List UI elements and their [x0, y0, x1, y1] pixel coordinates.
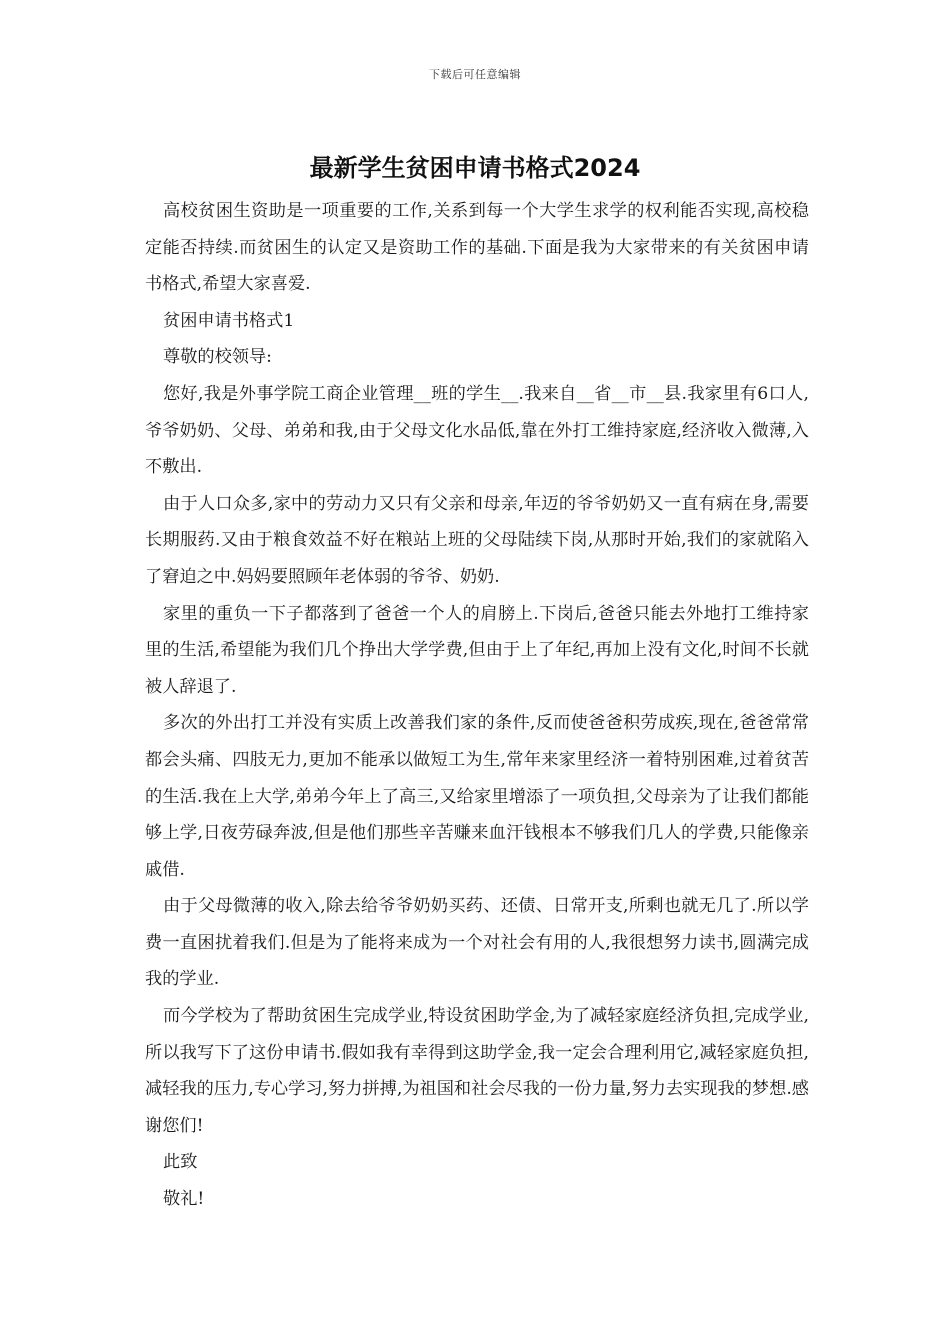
closing-line: 此致	[163, 1152, 198, 1173]
body-paragraph: 而今学校为了帮助贫困生完成学业,特设贫困助学金,为了减轻家庭经济负担,完成学业,所以我写下了这份申请书.假如我有幸得到这助学金,我一定会合理利用它,减轻家庭负担,减轻我的压力,专心学习,努力拼搏,为祖国和社会尽我的一份力量,努力去实现我的梦想.感谢您们!	[145, 1006, 809, 1136]
body-paragraph: 您好,我是外事学院工商企业管理__班的学生__.我来自__省__市__县.我家里有6口人,爷爷奶奶、父母、弟弟和我,由于父母文化水品低,靠在外打工维持家庭,经济收入微薄,入不敷出.	[145, 383, 809, 478]
salutation: 尊敬的校领导:	[163, 347, 272, 368]
body-paragraph: 家里的重负一下子都落到了爸爸一个人的肩膀上.下岗后,爸爸只能去外地打工维持家里的生活,希望能为我们几个挣出大学学费,但由于上了年纪,再加上没有文化,时间不长就被人辞退了.	[145, 603, 809, 697]
section-heading: 贫困申请书格式1	[163, 310, 295, 331]
document-title: 最新学生贫困申请书格式2024	[309, 154, 641, 182]
body-paragraph: 由于人口众多,家中的劳动力又只有父亲和母亲,年迈的爷爷奶奶又一直有病在身,需要长期服药.又由于粮食效益不好在粮站上班的父母陆续下岗,从那时开始,我们的家就陷入了窘迫之中.妈妈要照顾年老体弱的爷爷、奶奶.	[145, 493, 809, 587]
document-body	[145, 193, 809, 1218]
closing-greeting: 敬礼!	[163, 1189, 205, 1210]
intro-paragraph: 高校贫困生资助是一项重要的工作,关系到每一个大学生求学的权利能否实现,高校稳定能否持续.而贫困生的认定又是资助工作的基础.下面是我为大家带来的有关贫困申请书格式,希望大家喜爱.	[145, 201, 809, 295]
body-paragraph: 由于父母微薄的收入,除去给爷爷奶奶买药、还债、日常开支,所剩也就无几了.所以学费一直困扰着我们.但是为了能将来成为一个对社会有用的人,我很想努力读书,圆满完成我的学业.	[145, 896, 809, 990]
page-header: 下载后可任意编辑	[429, 68, 521, 81]
body-paragraph: 多次的外出打工并没有实质上改善我们家的条件,反而使爸爸积劳成疾,现在,爸爸常常都会头痛、四肢无力,更加不能承以做短工为生,常年来家里经济一着特别困难,过着贫苦的生活.我在上大学,弟弟今年上了高三,又给家里增添了一项负担,父母亲为了让我们都能够上学,日夜劳碌奔波,但是他们那些辛苦赚来血汗钱根本不够我们几人的学费,只能像亲戚借.	[145, 713, 809, 880]
